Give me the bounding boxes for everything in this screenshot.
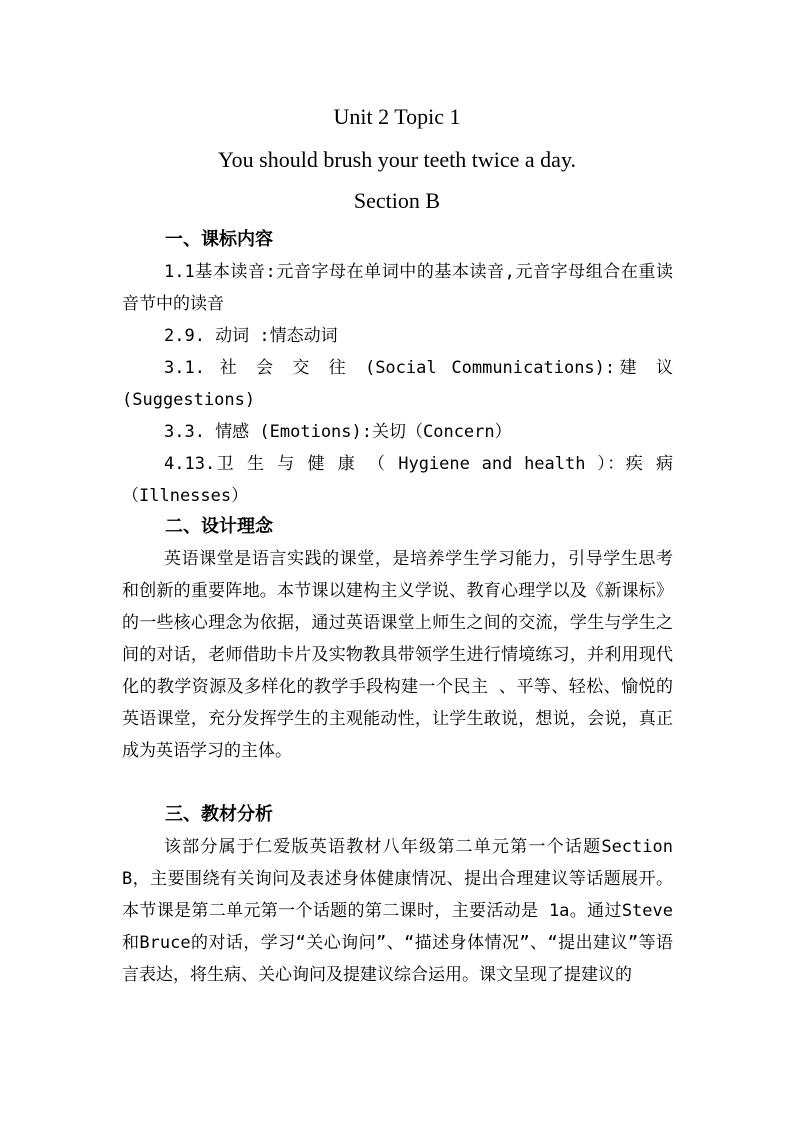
curriculum-item-1: 1.1基本读音:元音字母在单词中的基本读音,元音字母组合在重读音节中的读音 [122,262,673,314]
heading-curriculum: 一、课标内容 [165,229,273,250]
heading-design: 二、设计理念 [165,516,273,537]
textbook-paragraph: 该部分属于仁爱版英语教材八年级第二单元第一个话题Section B，主要围绕有关询问及表述身体健康情况、提出合理建议等话题展开。本节课是第二单元第一个话题的第二课时，主要活动是 1a。通过Steve和Bruce的对话，学习“关心询问”、“描述身体情况”、“提出建议”等语言表达，将生病、关心询问及提建议综合运用。课文呈现了提建议的 [122,837,673,985]
curriculum-item-5: 4.13.卫 生 与 健 康 （ Hygiene and health ）：疾 病 （Illnesses） [122,454,673,506]
heading-textbook: 三、教材分析 [165,804,273,825]
unit-title: Unit 2 Topic 1 [333,104,461,129]
lesson-title: You should brush your teeth twice a day. [217,147,577,172]
design-paragraph: 英语课堂是语言实践的课堂，是培养学生学习能力，引导学生思考和创新的重要阵地。本节课以建构主义学说、教育心理学以及《新课标》的一些核心理念为依据，通过英语课堂上师生之间的交流，学生与学生之间的对话，老师借助卡片及实物教具带领学生进行情境练习，并利用现代化的教学资源及多样化的教学手段构建一个民主 、平等、轻松、愉悦的英语课堂，充分发挥学生的主观能动性，让学生敢说，想说，会说，真正成为英语学习的主体。 [122,549,673,761]
curriculum-item-3: 3.1. 社 会 交 往 (Social Communications):建 议 (Suggestions) [122,358,673,410]
section-title: Section B [353,188,441,213]
curriculum-item-2: 2.9. 动词 :情态动词 [164,326,338,346]
curriculum-item-4: 3.3. 情感 (Emotions):关切（Concern） [164,422,512,442]
